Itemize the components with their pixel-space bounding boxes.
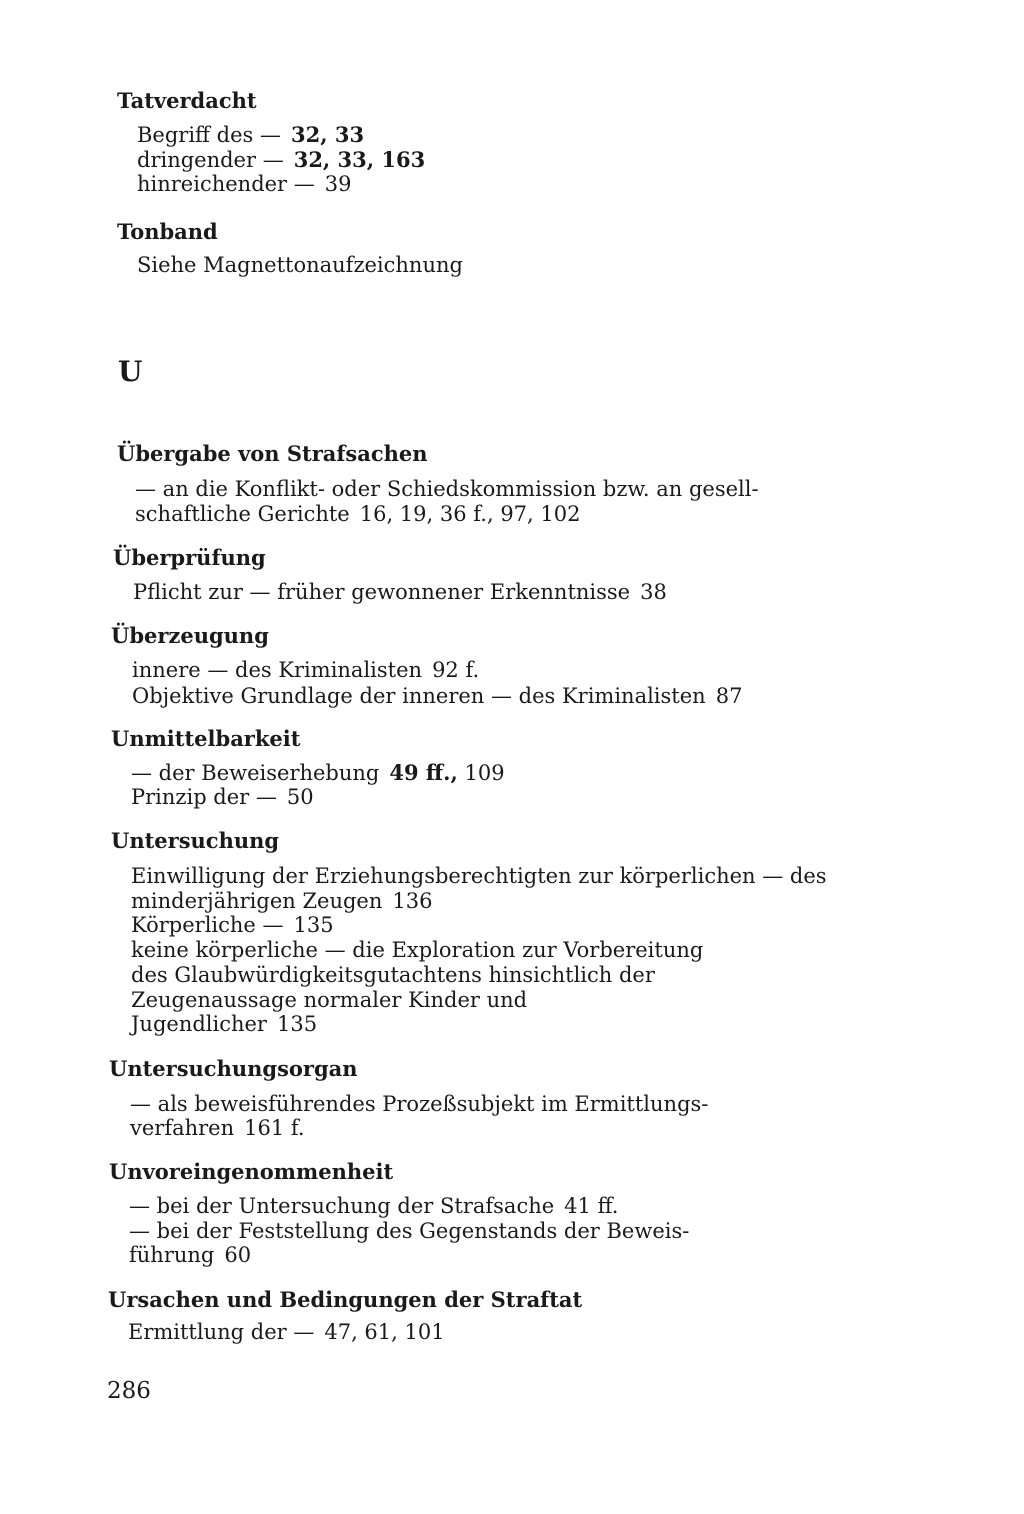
page-number: 286 [107,1378,151,1404]
entry-text: Pflicht zur — früher gewonnener Erkenntnisse [133,580,631,604]
entry-text: Begriff des — [137,123,281,147]
entry-text: führung [129,1243,215,1267]
entry-refs: 87 [715,684,743,708]
entry-text: Siehe Magnettonaufzeichnung [137,253,463,277]
entry-refs: 47, 61, 101 [324,1320,445,1344]
entry-text: innere — des Kriminalisten [132,658,423,682]
entry-refs: 32, 33 [290,122,365,147]
entry-line [132,684,742,708]
entry-text: Prinzip der — [131,785,277,809]
entry-text: Körperliche — [131,913,284,937]
entry-text: — bei der Feststellung des Gegenstands der Beweis- [129,1219,690,1243]
entry-line [129,1243,251,1267]
entry-heading: Unvoreingenommenheit [109,1159,394,1184]
entry-line [129,1194,618,1218]
entry-line [135,502,580,526]
entry-line [137,122,364,147]
entry-heading: Untersuchungsorgan [109,1056,358,1081]
entry-refs: 16, 19, 36 f., 97, 102 [359,502,581,526]
section-letter: U [118,355,143,388]
entry-refs-bold: 49 ff., [389,760,458,785]
entry-text: minderjährigen Zeugen [131,889,383,913]
entry-line [131,889,432,913]
entry-refs: 109 [464,761,505,785]
entry-line [131,913,334,937]
entry-line [131,938,703,962]
entry-text: — an die Konflikt- oder Schiedskommission bzw. an gesell- [135,477,759,501]
entry-text: keine körperliche — die Exploration zur Vorbereitung [131,938,704,962]
entry-line [135,477,759,501]
entry-refs: 136 [392,889,433,913]
entry-line [130,1092,708,1116]
entry-text: Einwilligung der Erziehungsberechtigten zur körperlichen — des [131,864,827,888]
entry-line [131,760,505,785]
entry-refs: 135 [293,913,334,937]
entry-refs: 38 [640,580,667,604]
entry-line [131,1012,317,1036]
entry-line [131,963,655,987]
entry-refs: 92 f. [432,658,480,682]
entry-refs: 135 [276,1012,318,1036]
entry-text: — der Beweiserhebung [131,761,380,785]
entry-text: Ermittlung der — [128,1320,315,1344]
entry-heading: Überprüfung [113,545,266,570]
entry-text: dringender — [137,148,284,172]
entry-heading: Tatverdacht [117,88,257,113]
entry-heading: Ursachen und Bedingungen der Straftat [108,1287,583,1312]
entry-refs: 41 ff. [564,1194,619,1218]
entry-line [137,147,425,172]
entry-line [129,1219,689,1243]
entry-line [132,658,479,682]
entry-refs: 39 [324,172,352,196]
entry-line [131,785,314,809]
entry-text: des Glaubwürdigkeitsgutachtens hinsichtlich der [131,963,655,987]
entry-text: Objektive Grundlage der inneren — des Kriminalisten [132,684,706,708]
entry-heading: Untersuchung [111,828,280,853]
entry-text: Jugendlicher [131,1012,267,1036]
entry-heading: Übergabe von Strafsachen [117,441,428,466]
entry-text: schaftliche Gerichte [135,502,350,526]
entry-text: Zeugenaussage normaler Kinder und [131,988,528,1012]
entry-refs: 32, 33, 163 [293,147,426,172]
entry-refs: 60 [224,1243,252,1267]
entry-line [131,864,827,888]
entry-heading: Überzeugung [111,623,269,648]
entry-line [130,1116,305,1140]
entry-heading: Unmittelbarkeit [111,726,301,751]
entry-line [137,172,352,196]
entry-refs: 50 [286,785,314,809]
entry-text: — bei der Untersuchung der Strafsache [129,1194,555,1218]
entry-heading: Tonband [117,219,218,244]
entry-refs: 161 f. [244,1116,305,1140]
entry-text: hinreichender — [137,172,315,196]
entry-line [137,253,463,277]
entry-text: — als beweisführendes Prozeßsubjekt im Ermittlungs- [130,1092,709,1116]
entry-line [128,1320,445,1344]
entry-line [131,988,527,1012]
entry-text: verfahren [130,1116,235,1140]
entry-line [133,580,667,604]
